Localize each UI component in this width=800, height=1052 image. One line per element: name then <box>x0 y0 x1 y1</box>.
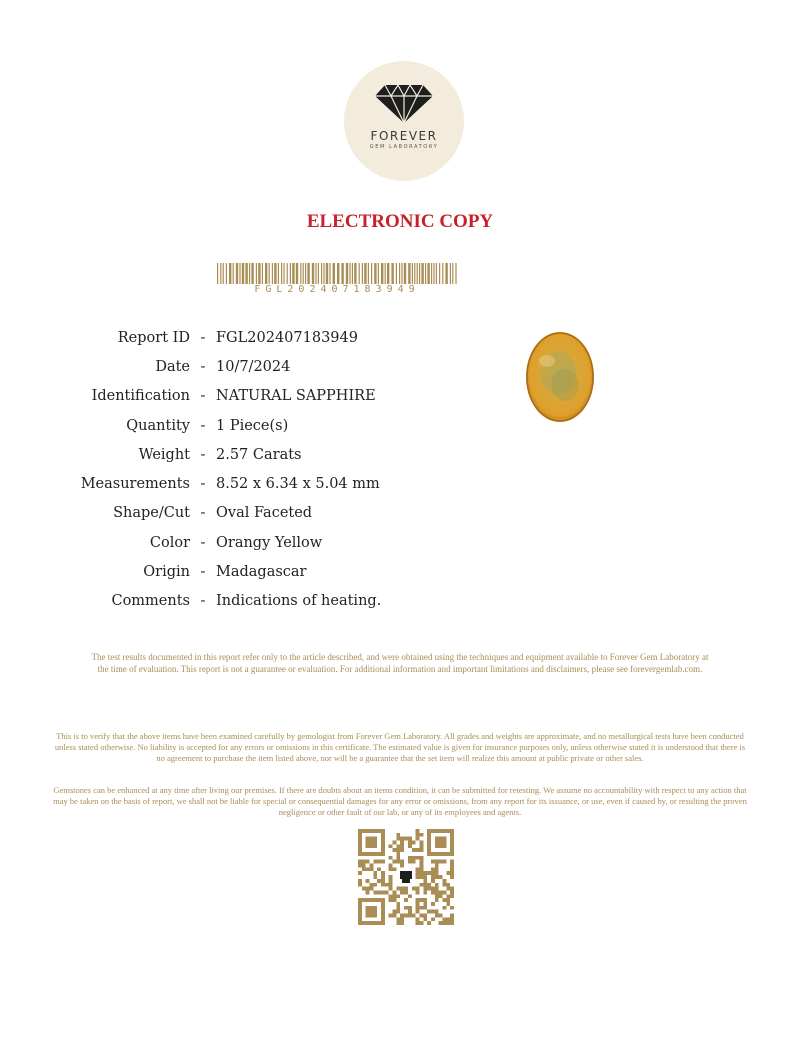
detail-row <box>60 352 381 381</box>
detail-value: Indications of heating. <box>216 593 382 610</box>
detail-separator: - <box>200 329 206 346</box>
detail-value: NATURAL SAPPHIRE <box>216 388 376 405</box>
detail-value: 1 Piece(s) <box>216 417 289 434</box>
detail-row <box>60 323 381 352</box>
lab-name: FOREVER <box>370 129 438 143</box>
detail-row <box>60 382 381 411</box>
detail-row <box>60 499 381 528</box>
detail-row <box>60 587 381 616</box>
detail-separator: - <box>200 564 206 581</box>
detail-separator: - <box>200 358 206 375</box>
detail-row <box>60 440 381 469</box>
detail-separator: - <box>200 388 206 405</box>
enhancement-text: Gemstones can be enhanced at any time after living our premises. If there are doubts about an items condition, it can be submitted for retesting. We assume no accountability with respect to any action that may be taken on the basis of report, we shall not be liable for special or consequential damages for any error or omissions, from any report for its issuance, or use, even if caused by, or resulting the proven negligence or other fault of our lab, or any of its employees and agents. <box>53 785 747 817</box>
detail-separator: - <box>200 476 206 493</box>
electronic-copy-title: ELECTRONIC COPY <box>306 211 494 232</box>
detail-separator: - <box>200 593 206 610</box>
gemstone-image <box>525 331 595 423</box>
disclaimer-text: The test results documented in this report refer only to the article described, and were obtained using the techniques and equipment available to Forever Gem Laboratory at the time of evaluation. This report is not a guarantee or evaluation. For additional information and important limitations and disclaimers, please see forevergemlab.com. <box>91 652 709 674</box>
detail-label: Quantity <box>126 417 190 434</box>
detail-label: Identification <box>91 388 190 405</box>
detail-separator: - <box>200 534 206 551</box>
detail-value: FGL202407183949 <box>216 329 358 346</box>
detail-value: 8.52 x 6.34 x 5.04 mm <box>216 476 380 493</box>
detail-separator: - <box>200 446 206 463</box>
detail-value: 10/7/2024 <box>216 358 291 375</box>
detail-label: Date <box>155 358 190 375</box>
lab-logo <box>344 61 464 181</box>
detail-label: Comments <box>111 593 190 610</box>
detail-separator: - <box>200 505 206 522</box>
detail-separator: - <box>200 417 206 434</box>
detail-row <box>60 528 381 557</box>
detail-value: 2.57 Carats <box>216 446 302 463</box>
detail-label: Origin <box>143 564 190 581</box>
report-details <box>60 323 381 616</box>
detail-label: Report ID <box>117 329 190 346</box>
detail-value: Madagascar <box>216 564 307 581</box>
detail-value: Oval Faceted <box>216 505 313 522</box>
lab-subtitle: GEM LABORATORY <box>369 144 439 150</box>
barcode-number: FGL202407183949 <box>254 284 420 295</box>
detail-row <box>60 557 381 586</box>
detail-label: Color <box>149 534 190 551</box>
detail-label: Weight <box>138 446 190 463</box>
diamond-icon <box>373 83 435 125</box>
detail-label: Shape/Cut <box>113 505 190 522</box>
detail-row <box>60 469 381 498</box>
detail-value: Orangy Yellow <box>216 534 323 551</box>
detail-label: Measurements <box>80 476 190 493</box>
detail-row <box>60 411 381 440</box>
barcode <box>217 263 457 284</box>
qr-code <box>358 829 454 925</box>
verification-text: This is to verify that the above items have been examined carefully by gemologist from Forever Gem Laboratory. All grades and weights are approximate, and no metallurgical tests have been conducted unless stated otherwise. No liability is accepted for any errors or omissions in this certificate. The estimated value is given for insurance purposes only, unless otherwise stated it is understood that there is no agreement to purchase the item listed above, nor will be a guarantee that the set item will realize this amount at public private or other sales. <box>54 731 746 763</box>
